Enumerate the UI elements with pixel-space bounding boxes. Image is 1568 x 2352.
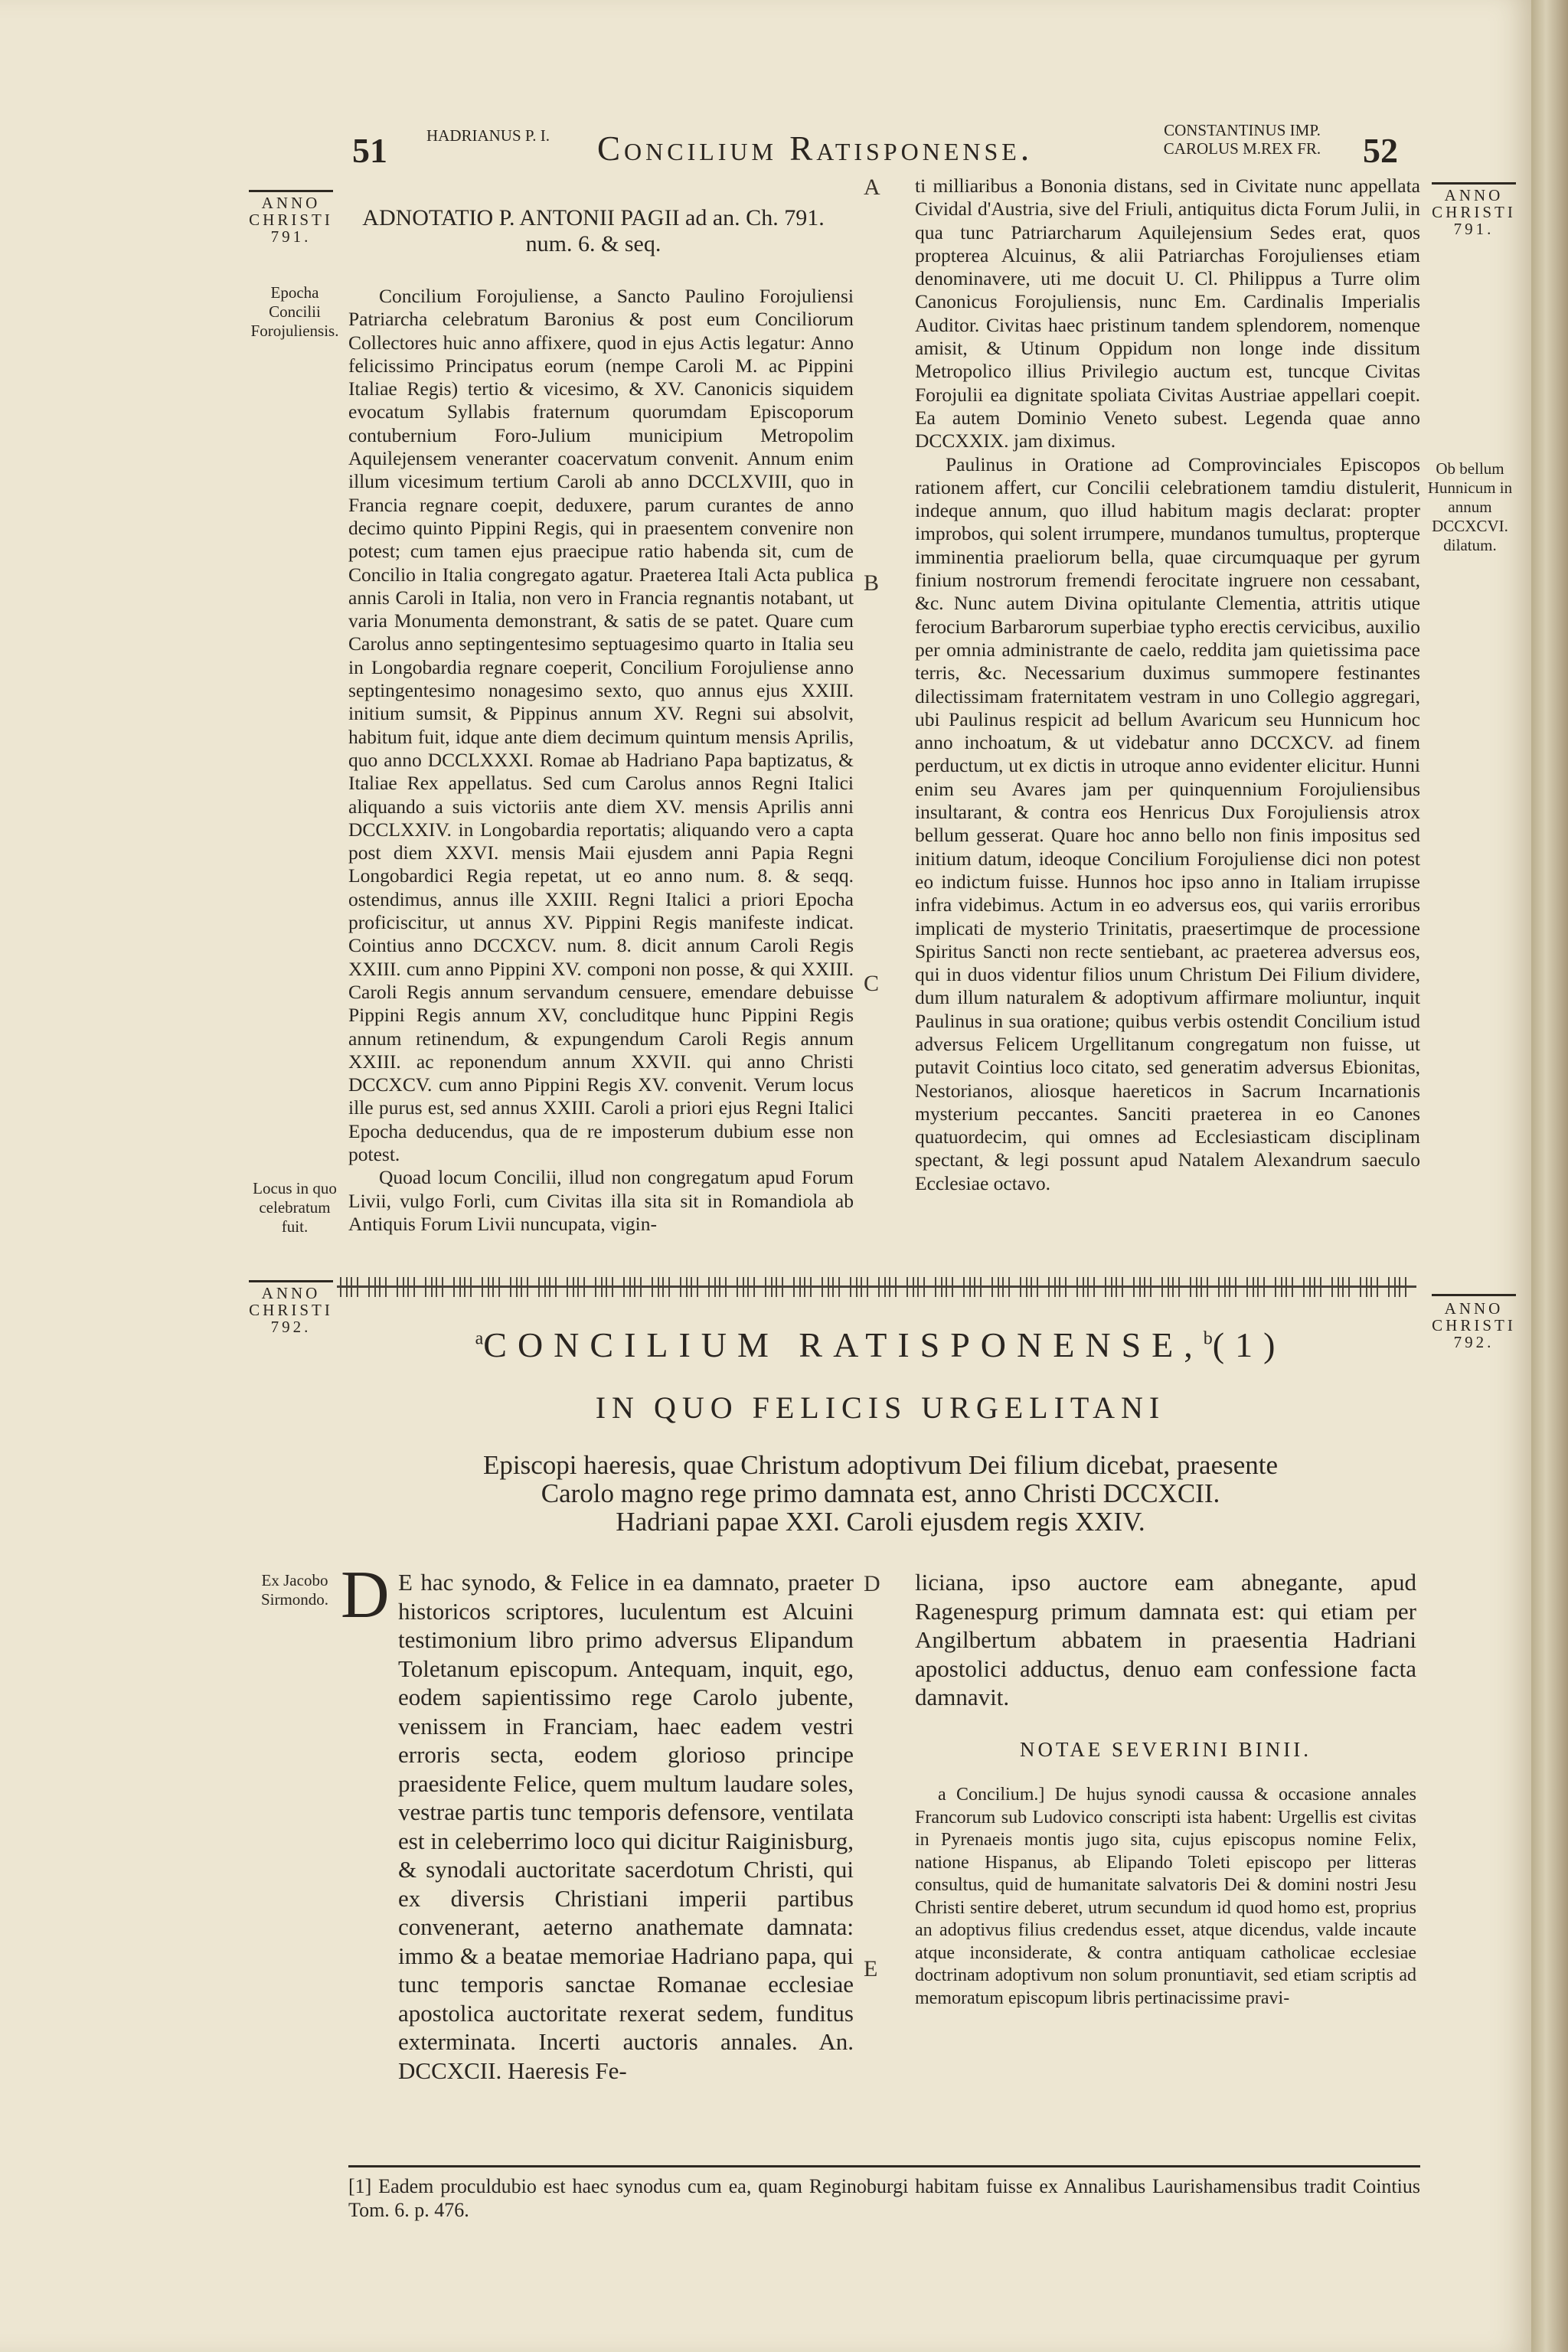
ornament-band <box>337 1277 1416 1297</box>
paragraph-forum-julii: ti milliaribus a Bononia distans, sed in Civitate nunc appellata Cividal d'Austria, sive del Friuli, antiquitus dicta Forum Julii, in qua tunc Patriarcharum Aquilejensium Sedes erat, quos propterea Alcuinus, & alii Patriarchas Forojulienses etiam denominavere, uti me docuit U. Cl. Philippus a Turre olim Canonicus Forojuliensis, nunc Em. Cardinalis Imperialis Auditor. Civitas haec pristinum tandem splendorem, nomenque amisit, & Utinum Oppidum non longe inde dissitum Metropolico illius Privilegio auctum est, tuncque Civitas Forojulii ea dignitate spoliata Civitas Austriae appellari coepit. Ea autem Dominio Veneto subest. Legenda quae anno DCCXXIX. jam diximus. <box>915 175 1420 452</box>
subtitle-line-2: Carolo magno rege primo damnata est, anno Christi DCCXCII. <box>541 1478 1220 1508</box>
paragraph-locus: Quoad locum Concilii, illud non congregatum apud Forum Livii, vulgo Forli, cum Civitas illa sita sit in Romandiola ab Antiquis Forum Livii nuncupata, vigin- <box>348 1166 854 1235</box>
margin-note-locus: Locus in quo celebratum fuit. <box>253 1179 337 1236</box>
left-running-head: HADRIANUS P. I. <box>426 126 550 145</box>
book-edge <box>1531 0 1568 2352</box>
anno-left-top: ANNO CHRISTI 791. <box>249 194 333 246</box>
anno-right-bottom: ANNO CHRISTI 792. <box>1432 1299 1516 1351</box>
title-note-b: b <box>1203 1328 1213 1349</box>
footnote: [1] Eadem proculdubio est haec synodus cum ea, quam Reginoburgi habitam fuisse ex Annalibus Laurishamensibus tradit Cointius Tom. 6. p. 476. <box>348 2175 1420 2221</box>
anno-left-bottom: ANNO CHRISTI 792. <box>249 1284 333 1336</box>
lower-left-column: E hac synodo, & Felice in ea damnato, praeter historicos scriptores, luculentum est Alcuini testimonium libro primo adversus Elipandum Toletanum episcopum. Antequam, inquit, ego, eodem sapientissimo rege Carolo jubente, venissem in Franciam, haec eadem vestri erroris secta, eodem glorioso principe praesidente Felice, quem multum laudare soles, vestrae partis tunc temporis defensore, ventilata est in celeberrimo loco qui dicitur Raiginisburg, & synodali auctoritate sacerdotum Christi, qui ex diversis Christiani imperii partibus convenerant, aeterno anathemate damnata: immo & a beatae memoriae Hadriano papa, qui tunc temporis sanctae Romanae ecclesiae apostolica auctoritate rexerat sedem, funditus exterminata. Incerti auctoris annales. An. DCCXCII. Haeresis Fe- <box>398 1569 854 2084</box>
paragraph-epocha: Concilium Forojuliense, a Sancto Paulino Forojuliensi Patriarcha celebratum Baronius & post eum Conciliorum Collectores huic anno affixere, quod in ejus Actis legatur: Anno felicissimo Principatus eorum (nempe Caroli M. ac Pippini Italiae Regis) tertio & vicesimo, & XV. Canonicis siquidem evocatum Syllabis fraternum quorumdam Episcoporum contubernium Foro-Julium municipium Metropolim Aquilejensem veneranter coacervatum convenit. Annum enim illum vicesimum tertium Caroli ab anno DCCLXVIII, quo in Francia regnare coepit, deduxere, parum curantes de anno decimo quinto Pippini Regis, qui in praesentem convenire non potest; cum tamen ejus praecipue ratio habenda sit, cum de Concilio in Italia congregato agatur. Praeterea Itali Acta publica annis Caroli in Italia, non vero in Francia regnantis notabant, ut varia Monumenta demonstrant, & satis de se patet. Quare cum Carolus anno septingentesimo septuagesimo quarto in Italia seu in Longobardia regnare coeperit, Concilium Forojuliense anno septingentesimo nonagesimo sexto, quo annus ejus XXIII. initium sumsit, & Pippinus annum XV. Regni sui absolvit, habitum fuit, idque ante diem decimum quintum mensis Aprilis, quo anno DCCLXXXI. Romae ab Hadriano Papa baptizatus, & Italiae Rex appellatus. Sed cum Carolus annos Regni Italici aliquando a suis victoriis ante diem XV. mensis Aprilis anni DCCLXXIV. in Longobardia reportatis; aliquando vero a capta post diem XXVI. mensis Maii ejusdem anni Papia Regni Longobardici Regia repetat, ut eo anno num. 8. & seqq. ostendimus, annus ille XXIII. Regni Italici a priori Epocha proficiscitur, ut annus XV. Pippini Regis manifeste indicat. Cointius anno DCCXCV. num. 8. dicit annum Caroli Regis XXIII. cum anno Pippini XV. componi non posse, & qui XXIII. Caroli Regis annum servandum censuere, emendare debuisse Pippini Regis annum XV, concluditque hunc Pippini Regis annum retinendum, & expungendum Caroli Regis annum XXIII. ac reponendum annum XXVII. qui anno Christi DCCXCV. cum anno Pippini Regis XV. convenit. Verum locus ille purus est, sed annus XXIII. Caroli a priori ejus Regni Italici Epocha deducendus, qua de re imposterum dubium esse non potest. <box>348 285 854 1165</box>
council-title-second: IN QUO FELICIS URGELITANI <box>595 1390 1166 1425</box>
council-title <box>337 1325 1424 1365</box>
subtitle-line-3: Hadriani papae XXI. Caroli ejusdem regis XXIV. <box>616 1507 1145 1537</box>
upper-left-column <box>348 285 854 1236</box>
section-letter-c: C <box>864 971 880 996</box>
anno-right-top: ANNO CHRISTI 791. <box>1432 186 1516 238</box>
title-note-ref: (1) <box>1212 1325 1286 1364</box>
section-letter-e: E <box>864 1956 878 1981</box>
right-page-number: 52 <box>1363 131 1398 170</box>
notae-text: a Concilium.] De hujus synodi caussa & occasione annales Francorum sub Ludovico conscripti ista habent: Urgellis est civitas in Pyrenaeis montis jugo sita, cujus episcopus nomine Felix, natione Hispanus, ab Elipando Toleti episcopo per litteras consultus, quid de humanitate salvatoris Dei & domini nostri Jesu Christi sentire deberet, utrum secundum id quod homo est, proprius an adoptivus filius credendus esset, atque dicendus, valde incaute atque inconsiderate, & contra antiquam catholicae ecclesiae doctrinam adoptivum non solum pronuntiavit, sed etiam scriptis ad memoratum episcopum libris pertinacissime pravi- <box>915 1785 1416 2008</box>
adnotatio-title: ADNOTATIO P. ANTONII PAGII ad an. Ch. 791. num. 6. & seq. <box>362 205 825 256</box>
paragraph-paulinus: Paulinus in Oratione ad Comprovinciales Episcopos rationem affert, cur Concilii celebrationem tamdiu distulerit, indeque annum, quo illud habitum magis declarat: propter improbos, qui solent irrumpere, mundanos tumultus, propterque imminentia praeliorum bella, quae circumquaque per gyrum finium nostrorum fremendi ferocitate ingruere non cessabant, &c. Nunc autem Divina opitulante Clementia, attritis utique ferocium Barbarorum superbiae typho erectis cervicibus, auxilio per omnia administrante de caelo, reddita jam quietissima pace terris, &c. Necessarium duximus summopere festinantes dilectissimam fraternitatem vestram in uno Collegio aggregari, ubi Paulinus respicit ad bellum Avaricum seu Hunnicum hoc anno inchoatum, & ut videbatur anno DCCXCV. ad finem perductum, ut ex dictis in utroque anno evidenter elicitur. Hunni enim seu Avares jam per quinquennium Forojuliensibus insultarant, & contra eos Henricus Dux Forojuliensis atrox bellum gesserat. Quare hoc anno bello non finis impositus sed initium datum, ideoque Concilium Forojuliense dici non potest eo indictum fuisse. Hunnos hoc ipso anno in Italiam irrupisse infra videbimus. Actum in eo adversus eos, qui variis erroribus implicati de mysterio Trinitatis, praesertimque de processione Spiritus Sancti non recte sentiebant, ac praeterea adversus eos, qui in duos videntur filios unum Christum Dei Filium dividere, dum illum naturalem & adoptivum affirmare moliuntur, inquit Paulinus in sua oratione; quibus verbis ostendit Concilium istud adversus Felicem Urgellitanum congregatum non fuisse, ut putavit Cointius loco citato, sed generatim adversus Ebionitas, Nestorianos, aliosque haereticos in Sacrum Incarnationis mysterium peccantes. Sanciti praeterea in eo Canones quatuordecim, qui omnes ad Ecclesiasticam disciplinam spectant, & legi possunt apud Natalem Alexandrum saeculo Ecclesiae octavo. <box>915 452 1420 1194</box>
lower-right-column: liciana, ipso auctore eam abnegante, apud Ragenespurg primum damnata est: qui etiam per Angilbertum abbatem in praesentia Hadriani apostolici adductus, denuo eam confessione facta damnavit. <box>915 1569 1416 1710</box>
notae-title: NOTAE SEVERINI BINII. <box>1019 1738 1312 1761</box>
margin-note-ex-jacobo: Ex Jacobo Sirmondo. <box>260 1571 329 1609</box>
anno-rule-left-top <box>249 190 333 192</box>
anno-rule-left-bottom <box>249 1280 333 1282</box>
section-letter-a: A <box>864 175 880 200</box>
footnote-rule <box>348 2165 1420 2167</box>
drop-cap: D <box>341 1558 390 1632</box>
right-running-head: CONSTANTINUS IMP. CAROLUS M.REX FR. <box>1163 121 1321 158</box>
margin-note-ob-bellum: Ob bellum Hunnicum in annum DCCXCVI. dilatum. <box>1427 459 1513 554</box>
page-title: Concilium Ratisponense. <box>597 129 1034 168</box>
margin-note-epocha: Epocha Concilii Forojuliensis. <box>250 283 339 340</box>
anno-rule-right-bottom <box>1432 1294 1516 1296</box>
section-letter-d: D <box>864 1571 880 1596</box>
anno-rule-right-top <box>1432 182 1516 185</box>
left-page-number: 51 <box>352 131 387 170</box>
section-letter-b: B <box>864 570 880 596</box>
subtitle-line-1: Episcopi haeresis, quae Christum adoptivum Dei filium dicebat, praesente <box>482 1450 1279 1480</box>
title-note-a: a <box>475 1328 484 1349</box>
title-main: CONCILIUM RATISPONENSE, <box>483 1325 1204 1364</box>
upper-right-column <box>915 175 1420 1195</box>
